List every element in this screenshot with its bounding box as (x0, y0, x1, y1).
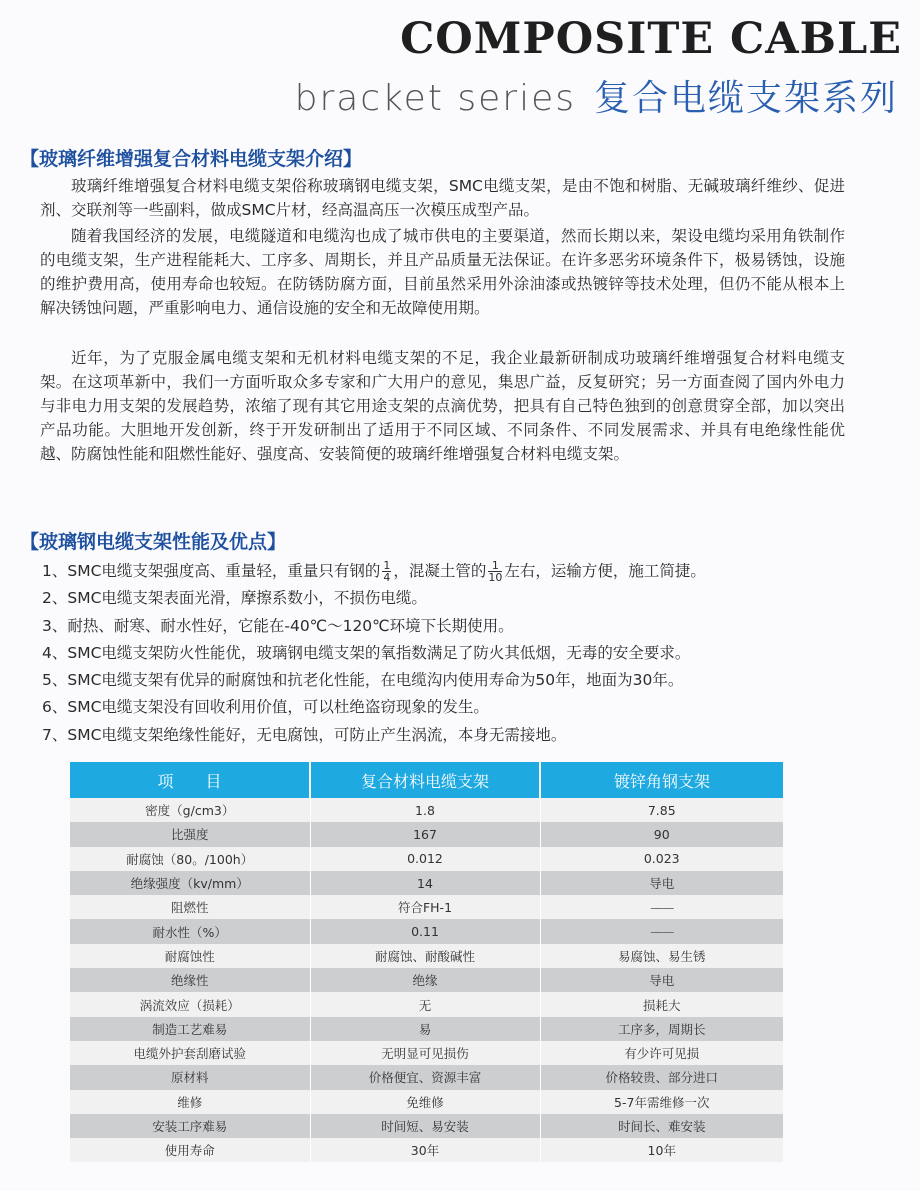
fraction-one-quarter (382, 560, 391, 583)
fraction-denominator: 10 (488, 571, 503, 584)
header-composite: 复合材料电缆支架 (310, 762, 540, 798)
cell-galvanized: 价格较贵、部分进口 (540, 1065, 783, 1089)
cell-property: 耐腐蚀性 (70, 944, 310, 968)
cell-property: 安装工序难易 (70, 1114, 310, 1138)
cell-composite: 易 (310, 1017, 540, 1041)
cell-property: 比强度 (70, 822, 310, 846)
table-row (70, 822, 783, 846)
table-row (70, 919, 783, 943)
advantage-item: 7、SMC电缆支架绝缘性能好，无电腐蚀，可防止产生涡流，本身无需接地。 (42, 725, 567, 744)
cell-galvanized: —— (540, 919, 783, 943)
cell-galvanized: 90 (540, 822, 783, 846)
fraction-numerator: 1 (488, 560, 502, 572)
cell-composite: 符合FH-1 (310, 895, 540, 919)
comparison-table (70, 762, 783, 1162)
title-chinese: 复合电缆支架系列 (593, 78, 898, 119)
table-row (70, 798, 783, 822)
cell-galvanized: 7.85 (540, 798, 783, 822)
cell-composite: 无明显可见损伤 (310, 1041, 540, 1065)
table-row (70, 871, 783, 895)
cell-galvanized: 0.023 (540, 847, 783, 871)
cell-property: 耐腐蚀（80。/100h） (70, 847, 310, 871)
fraction-one-tenth (488, 560, 502, 583)
table-row (70, 968, 783, 992)
title-english-line2: bracket series (294, 78, 576, 119)
cell-composite: 免维修 (310, 1090, 540, 1114)
advantage-item: 2、SMC电缆支架表面光滑，摩擦系数小，不损伤电缆。 (42, 589, 427, 608)
table-row (70, 1017, 783, 1041)
cell-composite: 1.8 (310, 798, 540, 822)
table-row (70, 1090, 783, 1114)
cell-composite: 耐腐蚀、耐酸碱性 (310, 944, 540, 968)
cell-composite: 价格便宜、资源丰富 (310, 1065, 540, 1089)
header-galvanized: 镀锌角钢支架 (540, 762, 783, 798)
cell-composite: 30年 (310, 1138, 540, 1162)
title-row2 (295, 70, 898, 121)
advantages-list (42, 558, 862, 749)
advantage-1-part-a: 1、SMC电缆支架强度高、重量轻，重量只有钢的 (42, 562, 381, 580)
cell-property: 绝缘强度（kv/mm） (70, 871, 310, 895)
table-row (70, 944, 783, 968)
cell-property: 使用寿命 (70, 1138, 310, 1162)
cell-galvanized: 工序多，周期长 (540, 1017, 783, 1041)
cell-composite: 无 (310, 992, 540, 1016)
fraction-numerator: 1 (383, 559, 391, 572)
intro-paragraph-1: 玻璃纤维增强复合材料电缆支架俗称玻璃钢电缆支架，SMC电缆支架，是由不饱和树脂、无碱玻璃纤维纱、促进剂、交联剂等一些副料，做成SMC片材，经高温高压一次模压成型产品。 (40, 177, 845, 219)
cell-composite: 0.11 (310, 919, 540, 943)
intro-heading: 【玻璃纤维增强复合材料电缆支架介绍】 (20, 148, 363, 170)
cell-galvanized: 有少许可见损 (540, 1041, 783, 1065)
cell-galvanized: 损耗大 (540, 992, 783, 1016)
intro-paragraph-3: 近年，为了克服金属电缆支架和无机材料电缆支架的不足，我企业最新研制成功玻璃纤维增强复合材料电缆支架。在这项革新中，我们一方面听取众多专家和广大用户的意见，集思广益，反复研究；另一方面查阅了国内外电力与非电力用支架的发展趋势，浓缩了现有其它用途支架的点滴优势，把具有自己特色独到的创意贯穿全部，加以突出产品功能。大胆地开发创新，终于开发研制出了适用于不同区域、不同条件、不同发展需求、并具有电绝缘性能优越、防腐蚀性能和阻燃性能好、强度高、安装简便的玻璃纤维增强复合材料电缆支架。 (40, 349, 845, 463)
page-header (0, 0, 920, 130)
cell-property: 制造工艺难易 (70, 1017, 310, 1041)
advantage-item: 5、SMC电缆支架有优异的耐腐蚀和抗老化性能，在电缆沟内使用寿命为50年，地面为30年。 (42, 671, 684, 690)
table-row (70, 1114, 783, 1138)
table-row (70, 1041, 783, 1065)
cell-galvanized: 10年 (540, 1138, 783, 1162)
table-header-row (70, 762, 783, 798)
cell-property: 绝缘性 (70, 968, 310, 992)
cell-galvanized: —— (540, 895, 783, 919)
cell-property: 阻燃性 (70, 895, 310, 919)
cell-galvanized: 时间长、难安装 (540, 1114, 783, 1138)
advantage-1-part-c: 左右，运输方便，施工简捷。 (504, 562, 706, 580)
cell-property: 密度（g/cm3） (70, 798, 310, 822)
advantage-item: 4、SMC电缆支架防火性能优，玻璃钢电缆支架的氧指数满足了防火其低烟，无毒的安全要求。 (42, 643, 691, 662)
table-row (70, 847, 783, 871)
table-row (70, 895, 783, 919)
table-row (70, 992, 783, 1016)
cell-property: 涡流效应（损耗） (70, 992, 310, 1016)
cell-galvanized: 导电 (540, 871, 783, 895)
table-row (70, 1138, 783, 1162)
cell-composite: 167 (310, 822, 540, 846)
advantage-item: 6、SMC电缆支架没有回收利用价值，可以杜绝盗窃现象的发生。 (42, 698, 489, 717)
cell-property: 电缆外护套刮磨试验 (70, 1041, 310, 1065)
advantage-item (42, 558, 862, 585)
advantages-heading: 【玻璃钢电缆支架性能及优点】 (20, 531, 287, 553)
cell-galvanized: 易腐蚀、易生锈 (540, 944, 783, 968)
cell-composite: 14 (310, 871, 540, 895)
cell-property: 耐水性（%） (70, 919, 310, 943)
intro-paragraph-2: 随着我国经济的发展，电缆隧道和电缆沟也成了城市供电的主要渠道，然而长期以来，架设电缆均采用角铁制作的电缆支架，生产进程能耗大、工序多、周期长，并且产品质量无法保证。在许多恶劣环境条件下，极易锈蚀，设施的维护费用高，使用寿命也较短。在防锈防腐方面，目前虽然采用外涂油漆或热镀锌等技术处理，但仍不能从根本上解决锈蚀问题，严重影响电力、通信设施的安全和无故障使用期。 (40, 227, 845, 317)
header-item: 项 目 (70, 762, 310, 798)
table-row (70, 1065, 783, 1089)
cell-galvanized: 导电 (540, 968, 783, 992)
advantage-item: 3、耐热、耐寒、耐水性好，它能在-40℃～120℃环境下长期使用。 (42, 616, 514, 635)
title-english-line1: COMPOSITE CABLE (400, 14, 902, 64)
cell-property: 原材料 (70, 1065, 310, 1089)
cell-galvanized: 5-7年需维修一次 (540, 1090, 783, 1114)
cell-composite: 绝缘 (310, 968, 540, 992)
cell-composite: 时间短、易安装 (310, 1114, 540, 1138)
cell-composite: 0.012 (310, 847, 540, 871)
advantage-1-part-b: ，混凝土管的 (393, 562, 487, 580)
fraction-denominator: 4 (383, 571, 391, 584)
cell-property: 维修 (70, 1090, 310, 1114)
